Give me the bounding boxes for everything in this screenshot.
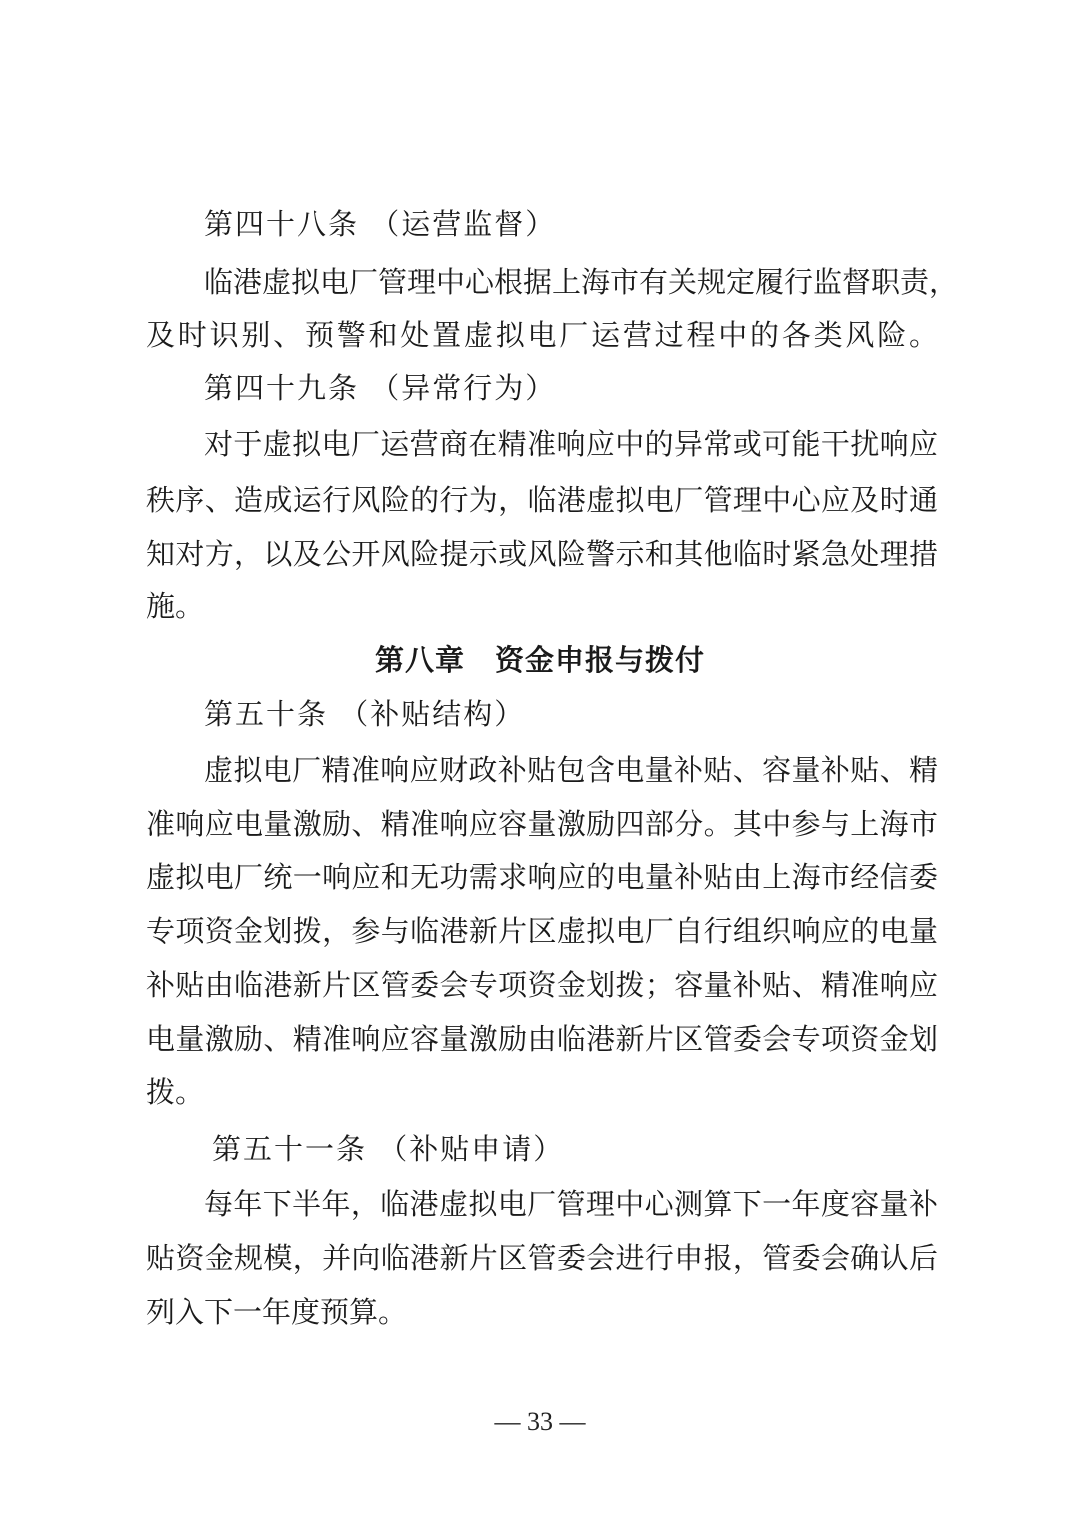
article-51-line-3: 列入下一年度预算。 <box>146 1295 408 1329</box>
article-50-heading: 第五十条 （补贴结构） <box>204 697 526 731</box>
article-50-line-4: 专项资金划拨，参与临港新片区虚拟电厂自行组织响应的电量 <box>146 914 938 948</box>
article-49-heading: 第四十九条 （异常行为） <box>204 371 557 405</box>
article-48-line-2: 及时识别、预警和处置虚拟电厂运营过程中的各类风险。 <box>146 318 938 352</box>
article-50-line-3: 虚拟电厂统一响应和无功需求响应的电量补贴由上海市经信委 <box>146 860 938 894</box>
article-49-line-4: 施。 <box>146 589 205 623</box>
article-51-heading: 第五十一条 （补贴申请） <box>212 1132 565 1166</box>
article-49-line-2: 秩序、造成运行风险的行为，临港虚拟电厂管理中心应及时通 <box>146 483 938 517</box>
article-50-line-6: 电量激励、精准响应容量激励由临港新片区管委会专项资金划 <box>146 1022 938 1056</box>
article-49-line-3: 知对方，以及公开风险提示或风险警示和其他临时紧急处理措 <box>146 537 938 571</box>
article-51-line-1: 每年下半年，临港虚拟电厂管理中心测算下一年度容量补 <box>204 1187 938 1221</box>
article-50-line-5: 补贴由临港新片区管委会专项资金划拨；容量补贴、精准响应 <box>146 968 938 1002</box>
article-50-line-7: 拨。 <box>146 1075 205 1109</box>
article-48-line-1: 临港虚拟电厂管理中心根据上海市有关规定履行监督职责， <box>204 265 959 299</box>
article-50-line-2: 准响应电量激励、精准响应容量激励四部分。其中参与上海市 <box>146 807 938 841</box>
page-number: — 33 — <box>494 1407 586 1436</box>
article-51-line-2: 贴资金规模，并向临港新片区管委会进行申报，管委会确认后 <box>146 1241 938 1275</box>
article-50-line-1: 虚拟电厂精准响应财政补贴包含电量补贴、容量补贴、精 <box>204 753 938 787</box>
article-48-heading: 第四十八条 （运营监督） <box>204 207 557 241</box>
chapter-8-title: 第八章 资金申报与拨付 <box>374 643 705 677</box>
article-49-line-1: 对于虚拟电厂运营商在精准响应中的异常或可能干扰响应 <box>204 427 938 461</box>
